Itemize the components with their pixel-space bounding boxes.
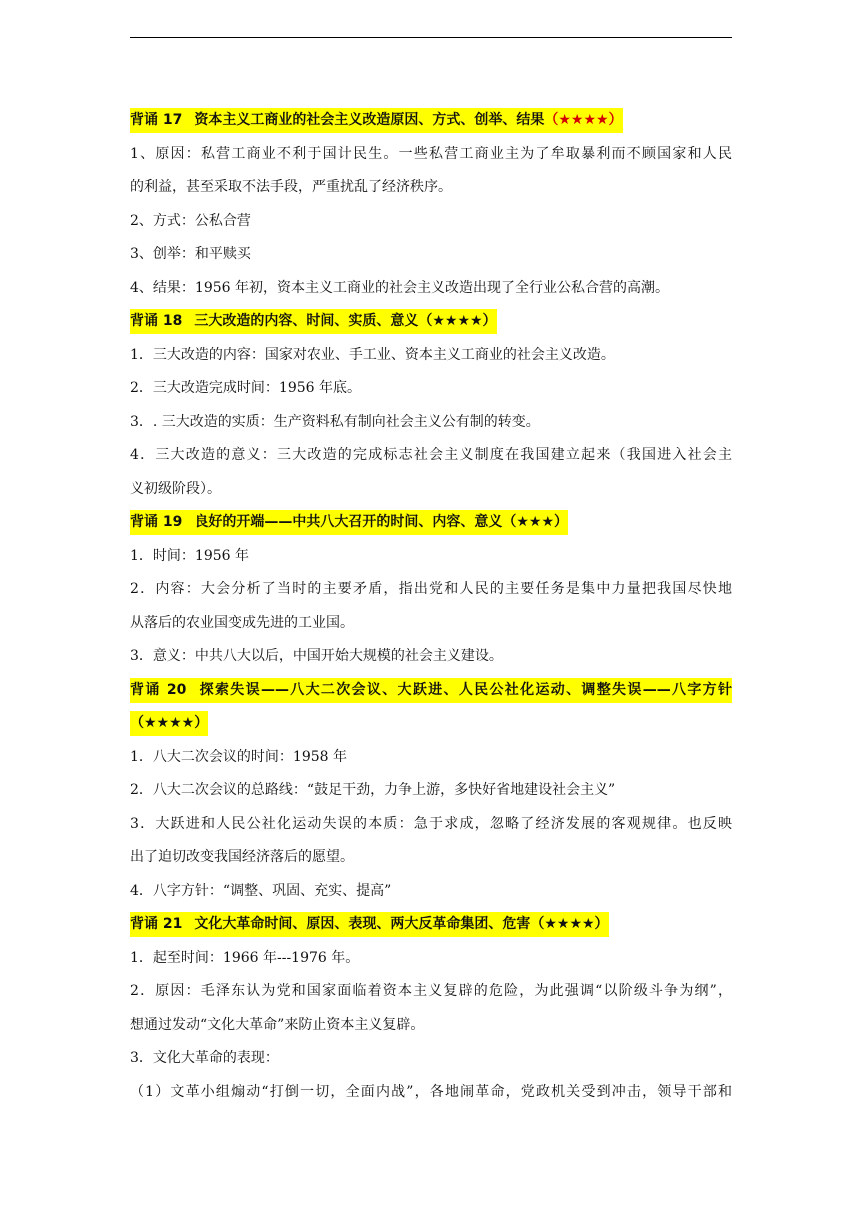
heading-stars: （★★★） bbox=[502, 514, 569, 530]
header-rule bbox=[130, 37, 732, 38]
document-content bbox=[130, 104, 732, 1109]
section-heading-19 bbox=[130, 506, 732, 540]
body-line: 2．三大改造完成时间：1956 年底。 bbox=[130, 380, 361, 396]
heading-title: 三大改造的内容、时间、实质、意义 bbox=[194, 313, 419, 329]
body-line: 4．三大改造的意义：三大改造的完成标志社会主义制度在我国建立起来（我国进入社会主 bbox=[130, 447, 732, 463]
heading-label: 背诵 19 bbox=[130, 514, 183, 530]
body-line: 2．内容：大会分析了当时的主要矛盾，指出党和人民的主要任务是集中力量把我国尽快地 bbox=[130, 581, 732, 597]
body-line: 义初级阶段）。 bbox=[130, 480, 221, 497]
heading-stars: （★★★★） bbox=[544, 112, 623, 128]
body-line: 1．起至时间：1966 年---1976 年。 bbox=[130, 949, 360, 966]
body-line: 想通过发动“文化大革命”来防止资本主义复辟。 bbox=[130, 1016, 425, 1033]
body-line: 1．八大二次会议的时间：1958 年 bbox=[130, 748, 347, 765]
heading-label: 背诵 21 bbox=[130, 916, 183, 932]
heading-title: 良好的开端——中共八大召开的时间、内容、意义 bbox=[194, 514, 503, 530]
section-heading-18 bbox=[130, 305, 732, 339]
body-line: 3．. 三大改造的实质：生产资料私有制向社会主义公有制的转变。 bbox=[130, 413, 540, 430]
body-line: 3．意义：中共八大以后，中国开始大规模的社会主义建设。 bbox=[130, 648, 503, 664]
body-line: 1．时间：1956 年 bbox=[130, 547, 249, 564]
section-heading-20 bbox=[130, 674, 732, 708]
heading-title: 探索失误——八大二次会议、大跃进、人民公社化运动、调整失误——八字方针 bbox=[198, 681, 732, 698]
heading-stars: （★★★★） bbox=[418, 313, 497, 329]
body-line: 4．八字方针：“调整、巩固、充实、提高” bbox=[130, 882, 392, 899]
heading-title: 文化大革命时间、原因、表现、两大反革命集团、危害 bbox=[194, 916, 531, 932]
section-heading-20-cont bbox=[130, 707, 732, 741]
heading-label: 背诵 17 bbox=[130, 112, 183, 128]
heading-title: 资本主义工商业的社会主义改造原因、方式、创举、结果 bbox=[194, 112, 545, 128]
section-heading-21 bbox=[130, 908, 732, 942]
body-line: 的利益，甚至采取不法手段，严重扰乱了经济秩序。 bbox=[130, 179, 452, 195]
body-line: 3．文化大革命的表现： bbox=[130, 1050, 279, 1066]
body-line: 从落后的农业国变成先进的工业国。 bbox=[130, 614, 354, 631]
body-line: 3、创举：和平赎买 bbox=[130, 246, 251, 262]
heading-stars: （★★★★） bbox=[530, 916, 609, 932]
body-line: 1．三大改造的内容：国家对农业、手工业、资本主义工商业的社会主义改造。 bbox=[130, 346, 615, 363]
body-line: 1、原因：私营工商业不利于国计民生。一些私营工商业主为了牟取暴利而不顾国家和人民 bbox=[130, 145, 732, 162]
body-line: 2．原因：毛泽东认为党和国家面临着资本主义复辟的危险，为此强调“以阶级斗争为纲”， bbox=[130, 983, 732, 999]
body-line: 2．八大二次会议的总路线：“鼓足干劲，力争上游，多快好省地建设社会主义” bbox=[130, 782, 616, 798]
body-line: 2、方式：公私合营 bbox=[130, 212, 251, 229]
body-line: （1）文革小组煽动“打倒一切，全面内战”，各地闹革命，党政机关受到冲击，领导干部和 bbox=[130, 1083, 732, 1100]
heading-label: 背诵 18 bbox=[130, 313, 183, 329]
body-line: 3．大跃进和人民公社化运动失误的本质：急于求成，忽略了经济发展的客观规律。也反映 bbox=[130, 815, 732, 832]
document-page bbox=[130, 0, 732, 1216]
heading-label: 背诵 20 bbox=[130, 681, 187, 698]
body-line: 出了迫切改变我国经济落后的愿望。 bbox=[130, 849, 354, 865]
heading-stars: （★★★★） bbox=[130, 715, 209, 731]
body-line: 4、结果：1956 年初，资本主义工商业的社会主义改造出现了全行业公私合营的高潮。 bbox=[130, 279, 669, 296]
section-heading-17 bbox=[130, 104, 732, 138]
